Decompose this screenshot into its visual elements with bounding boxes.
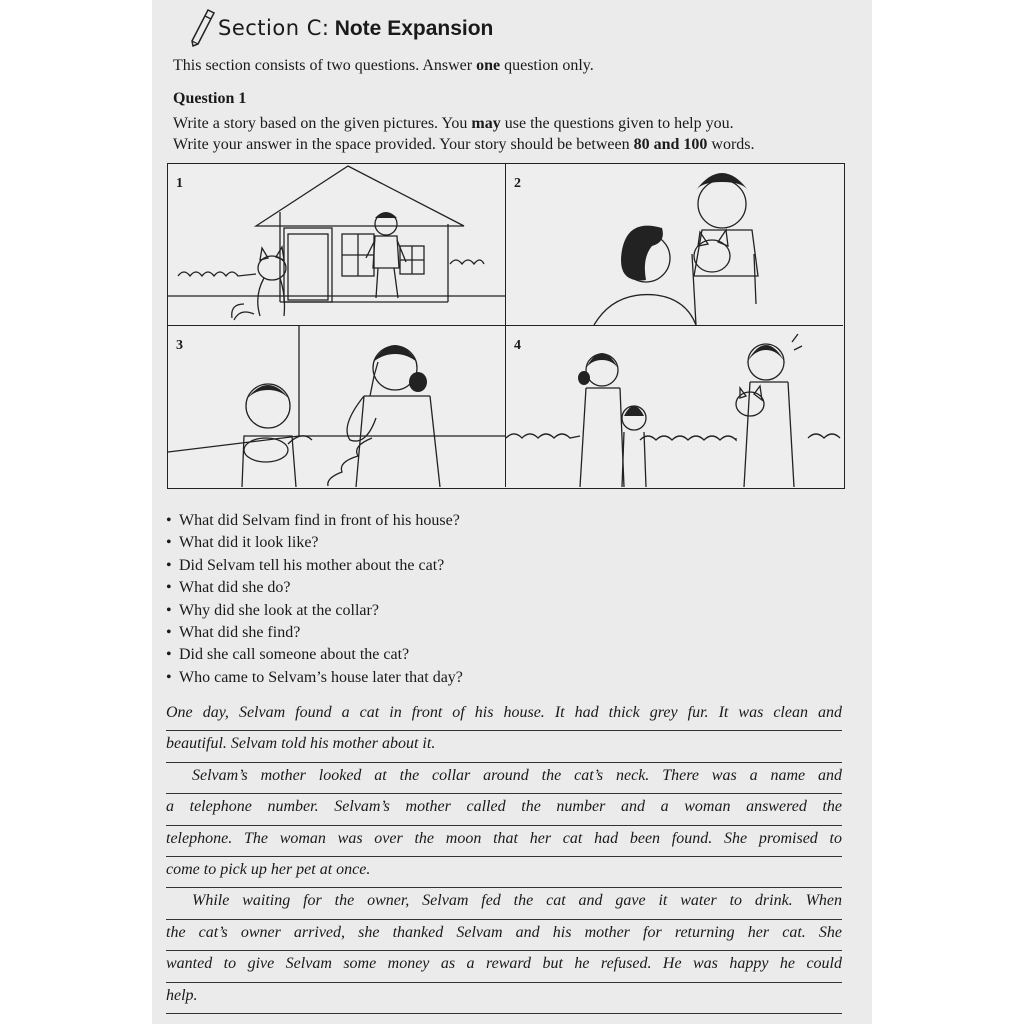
answer-line: help. xyxy=(166,983,842,1014)
answer-line: come to pick up her pet at once. xyxy=(166,857,842,888)
pencil-icon xyxy=(188,8,216,48)
intro-emphasis: one xyxy=(476,57,501,74)
phone-call-illustration xyxy=(168,326,505,487)
guide-question: • Who came to Selvam’s house later that day? xyxy=(166,667,463,689)
question-instructions xyxy=(173,113,863,155)
panel-number-1: 1 xyxy=(176,176,183,191)
picture-panel-2 xyxy=(506,164,843,326)
guide-question: • What did it look like? xyxy=(166,532,463,554)
answer-line: wanted to give Selvam some money as a reward but he refused. He was happy he could xyxy=(166,951,842,982)
instruction-line-2 xyxy=(173,134,863,155)
instr-text: Write your answer in the space provided. Your story should be between xyxy=(173,136,634,153)
answer-line: telephone. The woman was over the moon that her cat had been found. She promised to xyxy=(166,826,842,857)
picture-panel-4 xyxy=(506,326,843,487)
section-header xyxy=(188,6,608,46)
panel-number-2: 2 xyxy=(514,176,521,191)
owner-arrives-illustration xyxy=(506,326,843,487)
guide-question: • Did she call someone about the cat? xyxy=(166,644,463,666)
intro-text-end: question only. xyxy=(500,57,594,74)
guide-question: • What did she find? xyxy=(166,622,463,644)
instr-emphasis: may xyxy=(471,115,501,132)
answer-line: One day, Selvam found a cat in front of his house. It had thick grey fur. It was clean and xyxy=(166,700,842,731)
intro-text: This section consists of two questions. Answer xyxy=(173,57,477,74)
house-cat-illustration xyxy=(168,164,505,325)
answer-line: a telephone number. Selvam’s mother called the number and a woman answered the xyxy=(166,794,842,825)
instr-text-end: use the questions given to help you. xyxy=(500,115,734,132)
panel-number-3: 3 xyxy=(176,338,183,353)
answer-line: While waiting for the owner, Selvam fed the cat and gave it water to drink. When xyxy=(166,888,842,919)
panel-number-4: 4 xyxy=(514,338,521,353)
guide-question: • Why did she look at the collar? xyxy=(166,600,463,622)
guide-question: • Did Selvam tell his mother about the cat? xyxy=(166,555,463,577)
instruction-line-1 xyxy=(173,113,863,134)
guide-question: • What did Selvam find in front of his house? xyxy=(166,510,463,532)
answer-line: Selvam’s mother looked at the collar around the cat’s neck. There was a name and xyxy=(166,763,842,794)
guide-questions-list xyxy=(166,510,463,689)
section-label: Section C: xyxy=(218,16,330,40)
mother-boy-cat-illustration xyxy=(506,164,843,325)
instr-text: Write a story based on the given pictures. You xyxy=(173,115,472,132)
guide-question: • What did she do? xyxy=(166,577,463,599)
instr-text-end: words. xyxy=(707,136,755,153)
picture-panel-3 xyxy=(168,326,506,487)
section-intro xyxy=(173,57,594,75)
answer-area xyxy=(166,700,842,1014)
question-heading: Question 1 xyxy=(173,90,247,107)
answer-line: beautiful. Selvam told his mother about it. xyxy=(166,731,842,762)
worksheet-page xyxy=(152,0,872,1024)
section-name: Note Expansion xyxy=(334,17,494,40)
picture-panel-1 xyxy=(168,164,506,326)
answer-line: the cat’s owner arrived, she thanked Selvam and his mother for returning her cat. She xyxy=(166,920,842,951)
picture-grid xyxy=(167,163,845,489)
section-title xyxy=(218,16,493,41)
word-range: 80 and 100 xyxy=(633,136,708,153)
